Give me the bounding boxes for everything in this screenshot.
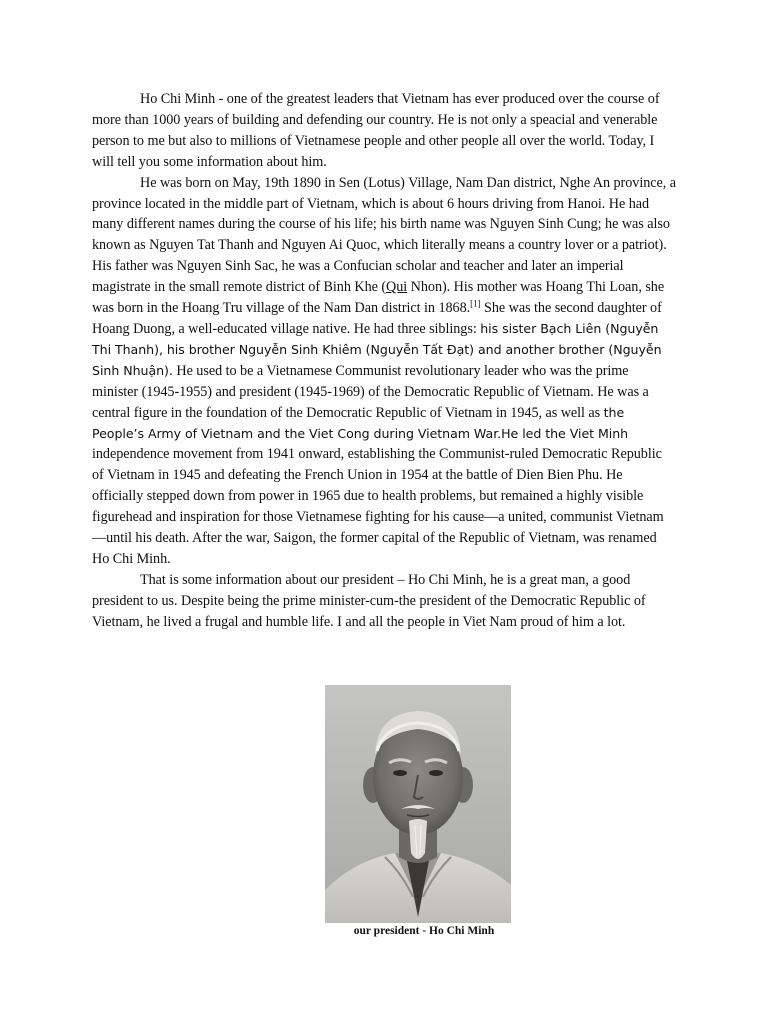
paragraph-conclusion: That is some information about our president – Ho Chi Minh, he is a great man, a good president to us. Despite being the prime minister-cum-the president of the Democratic Republic of Vietnam, he lived a frugal and humble life. I and all the people in Viet Nam proud of him a lot. [92,571,646,630]
biography-text-5: independence movement from 1941 onward, establishing the Communist-ruled Democratic Republic of Vietnam in 1945 and defeating the French Union in 1954 at the battle of Dien Bien Phu. He officially stepped down from power in 1965 due to health problems, but remained a highly visible figurehead and inspiration for those Vietnamese fighting for his cause—a united, communist Vietnam—until his death. After the war, Saigon, the former capital of the Republic of Vietnam, was renamed Ho Chi Minh. [92,446,664,567]
footnote-reference: [1] [470,298,481,309]
biography-text-3: She was the second daughter of Hoang Duong, a well-educated village native. He had three siblings: [92,300,662,337]
army-text: the People’s Army of Vietnam and the Viet Cong during Vietnam War.He led the Viet Minh [92,404,629,441]
document-body [92,89,676,633]
portrait-photo [325,685,511,923]
portrait-illustration [325,685,511,923]
figure-caption: our president - Ho Chi Minh [353,925,495,937]
biography-text-1: He was born on May, 19th 1890 in Sen (Lotus) Village, Nam Dan district, Nghe An province, a province located in the middle part of Vietnam, which is about 6 hours driving from Hanoi. He had many different names during the course of his life; his birth name was Nguyen Sinh Cung; he was also known as Nguyen Tat Thanh and Nguyen Ai Quoc, which literally means a country lover or a patriot). His father was Nguyen Sinh Sac, he was a Confucian scholar and teacher and later an imperial magistrate in the small remote district of Binh Khe ( [92,174,676,296]
paragraph-biography [92,173,676,570]
biography-text-2: Nhon). His mother was Hoang Thi Loan, she was born in the Hoang Tru village of the Nam Dan district in 1868. [92,279,665,317]
biography-text-4: He used to be a Vietnamese Communist revolutionary leader who was the prime minister (1945-1955) and president (1945-1969) of the Democratic Republic of Vietnam. He was a central figure in the foundation of the Democratic Republic of Vietnam in 1945, as well as [92,362,649,421]
paragraph-intro: Ho Chi Minh - one of the greatest leaders that Vietnam has ever produced over the course of more than 1000 years of building and defending our country. He is not only a speacial and venerable person to me but also to millions of Vietnamese people and other people all over the world. Today, I will tell you some information about him. [92,91,660,170]
siblings-text: his sister Bạch Liên (Nguyễn Thi Thanh), his brother Nguyễn Sinh Khiêm (Nguyễn Tất Đạt) and another brother (Nguyễn Sinh Nhuận). [92,320,662,378]
underlined-word-qui: Qui [386,279,408,296]
